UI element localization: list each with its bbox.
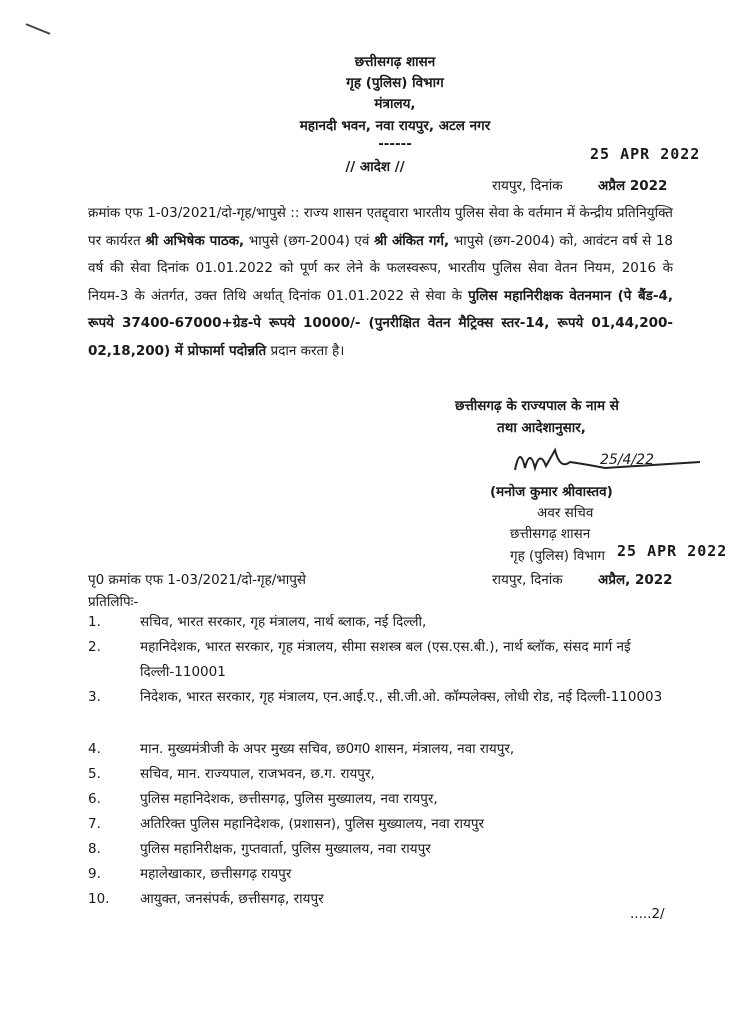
para-text: क्रमांक एफ 1-03/2021/दो-गृह/भापुसे :: राज्य शासन एतद्द्वारा भारतीय पुलिस सेवा के वर्तमान में केन्द्रीय प्रतिनियुक्ति पर कार्यरत — [88, 205, 673, 249]
copy-list-item — [88, 812, 688, 837]
header-address: महानदी भवन, नवा रायपुर, अटल नगर — [299, 118, 491, 134]
date-month-year: अप्रैल 2022 — [598, 178, 668, 194]
item-number: 9. — [88, 866, 101, 882]
item-text: महालेखाकार, छत्तीसगढ़ रायपुर — [140, 866, 292, 882]
item-number: 5. — [88, 766, 101, 782]
para-text: भापुसे (छग-2004) एवं — [244, 232, 374, 249]
officer-name-2: श्री अंकित गर्ग, — [373, 232, 450, 249]
item-number: 3. — [88, 689, 101, 705]
item-number: 8. — [88, 841, 101, 857]
date-place: रायपुर, दिनांक — [492, 178, 563, 194]
copy-list-item — [88, 610, 688, 635]
copy-list-item — [88, 762, 688, 787]
item-number: 10. — [88, 891, 110, 907]
received-date-stamp: 25 APR 2022 — [590, 145, 701, 163]
page-corner-mark — [26, 23, 51, 35]
copy-date-month-year: अप्रैल, 2022 — [598, 572, 673, 588]
copy-date-place: रायपुर, दिनांक — [492, 572, 563, 588]
item-text: सचिव, मान. राज्यपाल, राजभवन, छ.ग. रायपुर, — [140, 766, 375, 782]
item-number: 7. — [88, 816, 101, 832]
page-continuation: .....2/ — [630, 906, 665, 922]
item-number: 6. — [88, 791, 101, 807]
copy-list-item — [88, 685, 688, 710]
copy-list-item — [88, 837, 688, 862]
signature-authority-line1: छत्तीसगढ़ के राज्यपाल के नाम से — [455, 398, 619, 414]
header-separator: ------ — [378, 136, 412, 152]
copy-list-item — [88, 862, 688, 887]
copy-list-item — [88, 887, 688, 912]
order-title: // आदेश // — [345, 159, 405, 175]
signature-date: 25/4/22 — [600, 452, 654, 468]
header-ministry: मंत्रालय, — [374, 96, 416, 112]
dispatch-date-stamp: 25 APR 2022 — [617, 542, 728, 560]
item-text: पुलिस महानिदेशक, छत्तीसगढ़, पुलिस मुख्यालय, नवा रायपुर, — [140, 791, 438, 807]
signatory-name: (मनोज कुमार श्रीवास्तव) — [490, 484, 613, 500]
signature-authority-line2: तथा आदेशानुसार, — [497, 420, 586, 436]
item-text: मान. मुख्यमंत्रीजी के अपर मुख्य सचिव, छ0ग0 शासन, मंत्रालय, नवा रायपुर, — [140, 741, 515, 757]
order-paragraph — [88, 200, 673, 365]
copy-heading: प्रतिलिपिः- — [88, 594, 139, 610]
item-number: 2. — [88, 639, 101, 655]
item-number: 1. — [88, 614, 101, 630]
copy-ref-number: पृ0 क्रमांक एफ 1-03/2021/दो-गृह/भापुसे — [88, 572, 307, 588]
para-text: प्रदान करता है। — [266, 342, 345, 359]
copy-list-item — [88, 737, 688, 762]
signatory-designation: अवर सचिव — [537, 505, 594, 521]
signatory-dept: गृह (पुलिस) विभाग — [510, 548, 605, 564]
item-number: 4. — [88, 741, 101, 757]
signatory-govt: छत्तीसगढ़ शासन — [510, 526, 591, 542]
item-text: निदेशक, भारत सरकार, गृह मंत्रालय, एन.आई.ए., सी.जी.ओ. कॉम्पलेक्स, लोधी रोड, नई दिल्ली-110003 — [140, 689, 663, 705]
pay-scale: पुलिस महानिरीक्षक वेतनमान (पे बैंड-4, रूपये 37400-67000+ग्रेड-पे रूपये 10000/- (पुनरीक्षित वेतन मैट्रिक्स स्तर-14, रूपये 01,44,200-02,18,200) में प्रोफार्मा पदोन्नति — [88, 287, 673, 359]
officer-name-1: श्री अभिषेक पाठक, — [145, 232, 245, 249]
copy-list-item — [88, 787, 688, 812]
header-govt: छत्तीसगढ़ शासन — [354, 54, 436, 70]
item-text: अतिरिक्त पुलिस महानिदेशक, (प्रशासन), पुलिस मुख्यालय, नवा रायपुर — [140, 816, 485, 832]
para-text: भापुसे (छग-2004) को, आवंटन वर्ष से 18 वर्ष की सेवा दिनांक 01.01.2022 को पूर्ण कर लेने के फलस्वरूप, भारतीय पुलिस सेवा वेतन नियम, 2016 के नियम-3 के अंतर्गत, उक्त तिथि अर्थात् दिनांक 01.01.2022 से सेवा के — [88, 232, 673, 304]
item-text: पुलिस महानिरीक्षक, गुप्तवार्ता, पुलिस मुख्यालय, नवा रायपुर — [140, 841, 431, 857]
header-dept: गृह (पुलिस) विभाग — [346, 75, 444, 91]
item-text: आयुक्त, जनसंपर्क, छत्तीसगढ़, रायपुर — [140, 891, 324, 907]
item-text: महानिदेशक, भारत सरकार, गृह मंत्रालय, सीमा सशस्त्र बल (एस.एस.बी.), नार्थ ब्लॉक, संसद मार्ग नई दिल्ली-110001 — [140, 639, 631, 680]
item-text: सचिव, भारत सरकार, गृह मंत्रालय, नार्थ ब्लाक, नई दिल्ली, — [140, 614, 427, 630]
copy-list-item — [88, 635, 688, 685]
